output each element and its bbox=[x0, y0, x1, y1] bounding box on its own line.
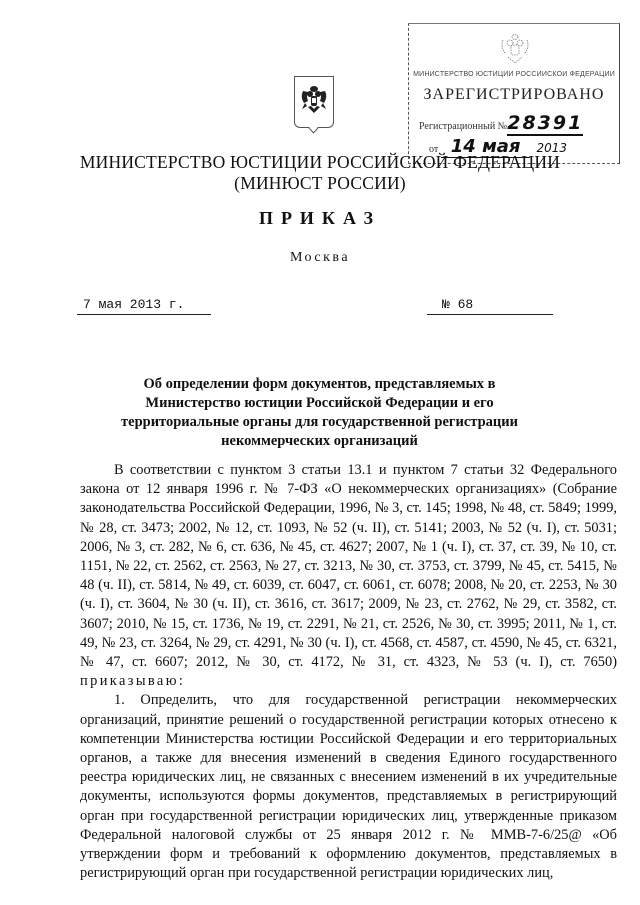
preamble-text: В соответствии с пунктом 3 статьи 13.1 и пунктом 7 статьи 32 Федерального закона от 12 января 1996 г. № 7-ФЗ «О некоммерческих организациях» (Собрание законодательства Российской Федерации, 1996, № 3, ст. 145; 1998, № 48, ст. 5849; 1999, № 28, ст. 3473; 2002, № 12, ст. 1093, № 52 (ч. II), ст. 5141; 2003, № 52 (ч. I), ст. 5031; 2006, № 3, ст. 282, № 6, ст. 636, № 45, ст. 4627; 2007, № 1 (ч. I), ст. 37, ст. 39, № 10, ст. 1151, № 22, ст. 2562, ст. 2563, № 27, ст. 3213, № 30, ст. 3753, ст. 3799, № 45, ст. 5415, № 48 (ч. II), ст. 5814, № 49, ст. 6039, ст. 6047, ст. 6061, ст. 6078; 2008, № 20, ст. 2253, № 30 (ч. I), ст. 3604, № 30 (ч. II), ст. 3616, ст. 3617; 2009, № 23, ст. 2762, № 29, ст. 3582, ст. 3607; 2010, № 15, ст. 1736, № 19, ст. 2291, № 21, ст. 2526, № 30, ст. 3995; 2011, № 1, ст. 49, № 23, ст. 3264, № 29, ст. 4291, № 30 (ч. I), ст. 4568, ст. 4587, ст. 4590, № 45, ст. 6321, № 47, ст. 6607; 2012, № 30, ст. 4172, № 31, ст. 4323, № 53 (ч. I), ст. 7650) bbox=[80, 462, 617, 671]
item-1-paragraph: 1. Определить, что для государственной регистрации некоммерческих организаций, принятие решений о государственной регистрации которых отнесено к компетенции Министерства юстиции Российской Федерации и его территориальных органов, а также для внесения изменений в сведения Единого государственного реестра юридических лиц, не связанных с внесением изменений в их учредительные документы, используются формы документов, представляемых в регистрирующий орган при государственной регистрации юридических лиц, утвержденные приказом Федеральной налоговой службы от 25 января 2012 г. № ММВ-7-6/25@ «Об утверждении форм и требований к оформлению документов, представляемых в регистрирующий орган при государственной регистрации юридических лиц, bbox=[80, 692, 617, 882]
russian-coat-of-arms-icon bbox=[294, 76, 334, 128]
ministry-name: МИНИСТЕРСТВО ЮСТИЦИИ РОССИЙСКОЙ ФЕДЕРАЦИИ bbox=[79, 152, 561, 172]
stamp-organization: МИНИСТЕРСТВО ЮСТИЦИИ РОССИЙСКОЙ ФЕДЕРАЦИИ bbox=[413, 71, 615, 78]
stamp-reg-number: 28391 bbox=[507, 112, 584, 134]
ministry-short-name: (МИНЮСТ РОССИИ) bbox=[234, 173, 406, 193]
stamp-date-prefix: от bbox=[429, 144, 439, 155]
city: Москва bbox=[289, 250, 351, 265]
registration-stamp bbox=[408, 23, 620, 164]
order-number: № 68 bbox=[427, 297, 553, 315]
ministry-header bbox=[0, 152, 640, 194]
order-date: 7 мая 2013 г. bbox=[77, 297, 211, 315]
stamp-registration-number bbox=[419, 112, 583, 134]
stamp-year: 2013 bbox=[536, 141, 568, 155]
stamp-reg-label: Регистрационный № bbox=[419, 121, 508, 132]
stamp-date-handwritten: 14 мая bbox=[441, 136, 531, 158]
document-body bbox=[80, 461, 617, 883]
stamp-title: ЗАРЕГИСТРИРОВАНО bbox=[423, 86, 605, 103]
order-subject: Об определении форм документов, представляемых в Министерство юстиции Российской Федерации и его территориальные органы для государственной регистрации некоммерческих организаций bbox=[121, 376, 518, 449]
document-title: ПРИКАЗ bbox=[258, 208, 382, 228]
order-word: приказываю: bbox=[80, 673, 186, 690]
eagle-emblem-icon bbox=[497, 30, 533, 66]
preamble-paragraph bbox=[80, 461, 617, 691]
